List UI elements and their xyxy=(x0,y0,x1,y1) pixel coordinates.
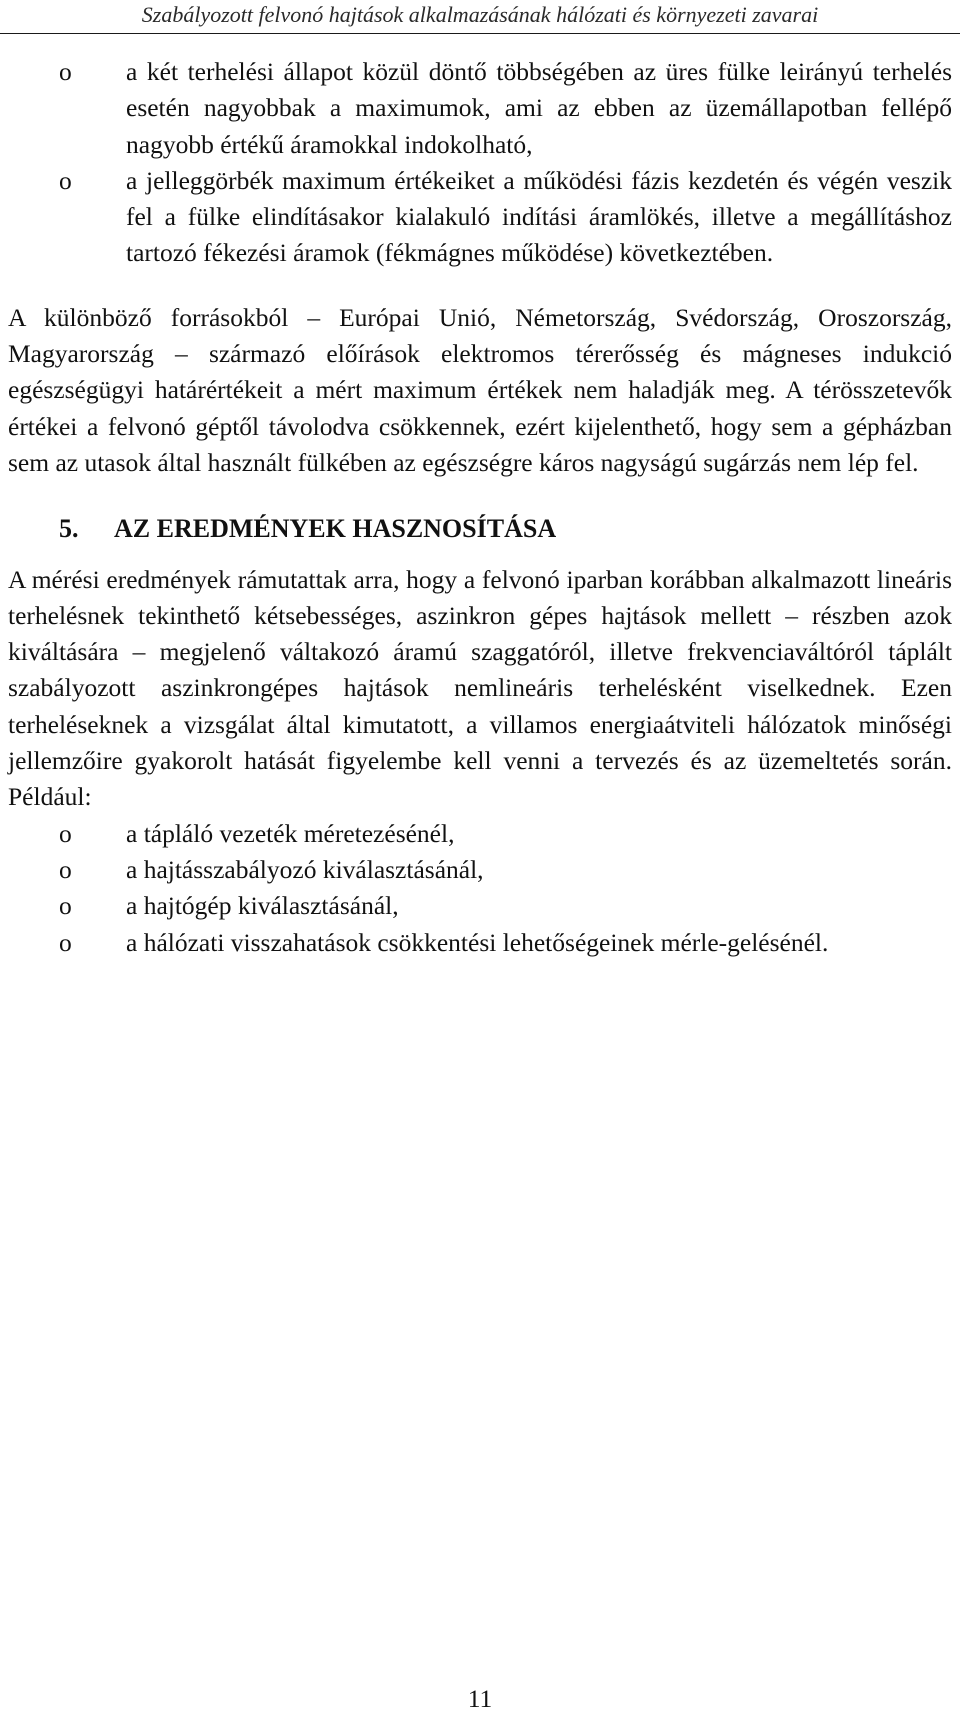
bullet-marker: o xyxy=(59,927,72,957)
section-title: AZ EREDMÉNYEK HASZNOSÍTÁSA xyxy=(114,514,557,544)
page-body xyxy=(8,54,952,961)
header-title: Szabályozott felvonó hajtások alkalmazásának hálózati és környezeti zavarai xyxy=(141,2,819,27)
section-heading xyxy=(8,511,952,547)
bullet-marker: o xyxy=(59,891,72,921)
list-item-text: a tápláló vezeték méretezésénél, xyxy=(126,818,455,848)
list-item-text: a jelleggörbék maximum értékeiket a működési fázis kezdetén és végén veszik fel a fülke elindításakor kialakuló indítási áramlökés, illetve a megállításhoz tartozó fékezési áramok (fékmágnes működése) következtében. xyxy=(126,165,952,268)
list-item xyxy=(8,852,952,888)
list-item-text: a hajtógép kiválasztásánál, xyxy=(126,891,399,921)
bullet-marker: o xyxy=(59,818,72,848)
bullet-marker: o xyxy=(59,57,72,86)
list-item xyxy=(8,163,952,272)
list-item-text: a hajtásszabályozó kiválasztásánál, xyxy=(126,854,484,884)
bullet-marker: o xyxy=(59,854,72,884)
bullet-marker: o xyxy=(59,165,72,195)
bullet-list-bottom xyxy=(8,816,952,961)
list-item xyxy=(8,54,952,163)
paragraph-results: A mérési eredmények rámutattak arra, hogy a felvonó iparban korábban alkalmazott lineáris terhelésnek tekinthető kétsebességes, aszinkron gépes hajtások mellett – részben azok kiváltására – megjelenő váltakozó áramú szaggatóról, illetve frekvenciaváltóról táplált szabályozott aszinkrongépes hajtások nemlineáris terhelésként viselkednek. Ezen terheléseknek a vizsgálat által kimutatott, a villamos energiaátviteli hálózatok minőségi jellemzőire gyakorolt hatását figyelembe kell venni a tervezés és az üzemeltetés során. Például: xyxy=(8,564,952,812)
section-number: 5. xyxy=(59,514,79,544)
paragraph-limits: A különböző forrásokból – Európai Unió, Németország, Svédország, Oroszország, Magyarország – származó előírások elektromos térerősség és mágneses indukció egészségügyi határértékeit a mért maximum értékek nem haladják meg. A térösszetevők értékei a felvonó géptől távolodva csökkennek, ezért kijelenthető, hogy sem a gépházban sem az utasok által használt fülkében az egészségre káros nagyságú sugárzás nem lép fel. xyxy=(8,302,952,477)
bullet-list-top xyxy=(8,54,952,272)
page-number: 11 xyxy=(467,1684,493,1713)
running-header xyxy=(0,0,960,34)
list-item xyxy=(8,816,952,852)
list-item-text: a hálózati visszahatások csökkentési lehetőségeinek mérle-gelésénél. xyxy=(126,927,829,957)
list-item-text: a két terhelési állapot közül döntő többségében az üres fülke leirányú terhelés esetén nagyobbak a maximumok, ami az ebben az üzemállapotban fellépő nagyobb értékű áramokkal indokolható, xyxy=(126,57,952,159)
list-item xyxy=(8,888,952,924)
list-item xyxy=(8,925,952,961)
